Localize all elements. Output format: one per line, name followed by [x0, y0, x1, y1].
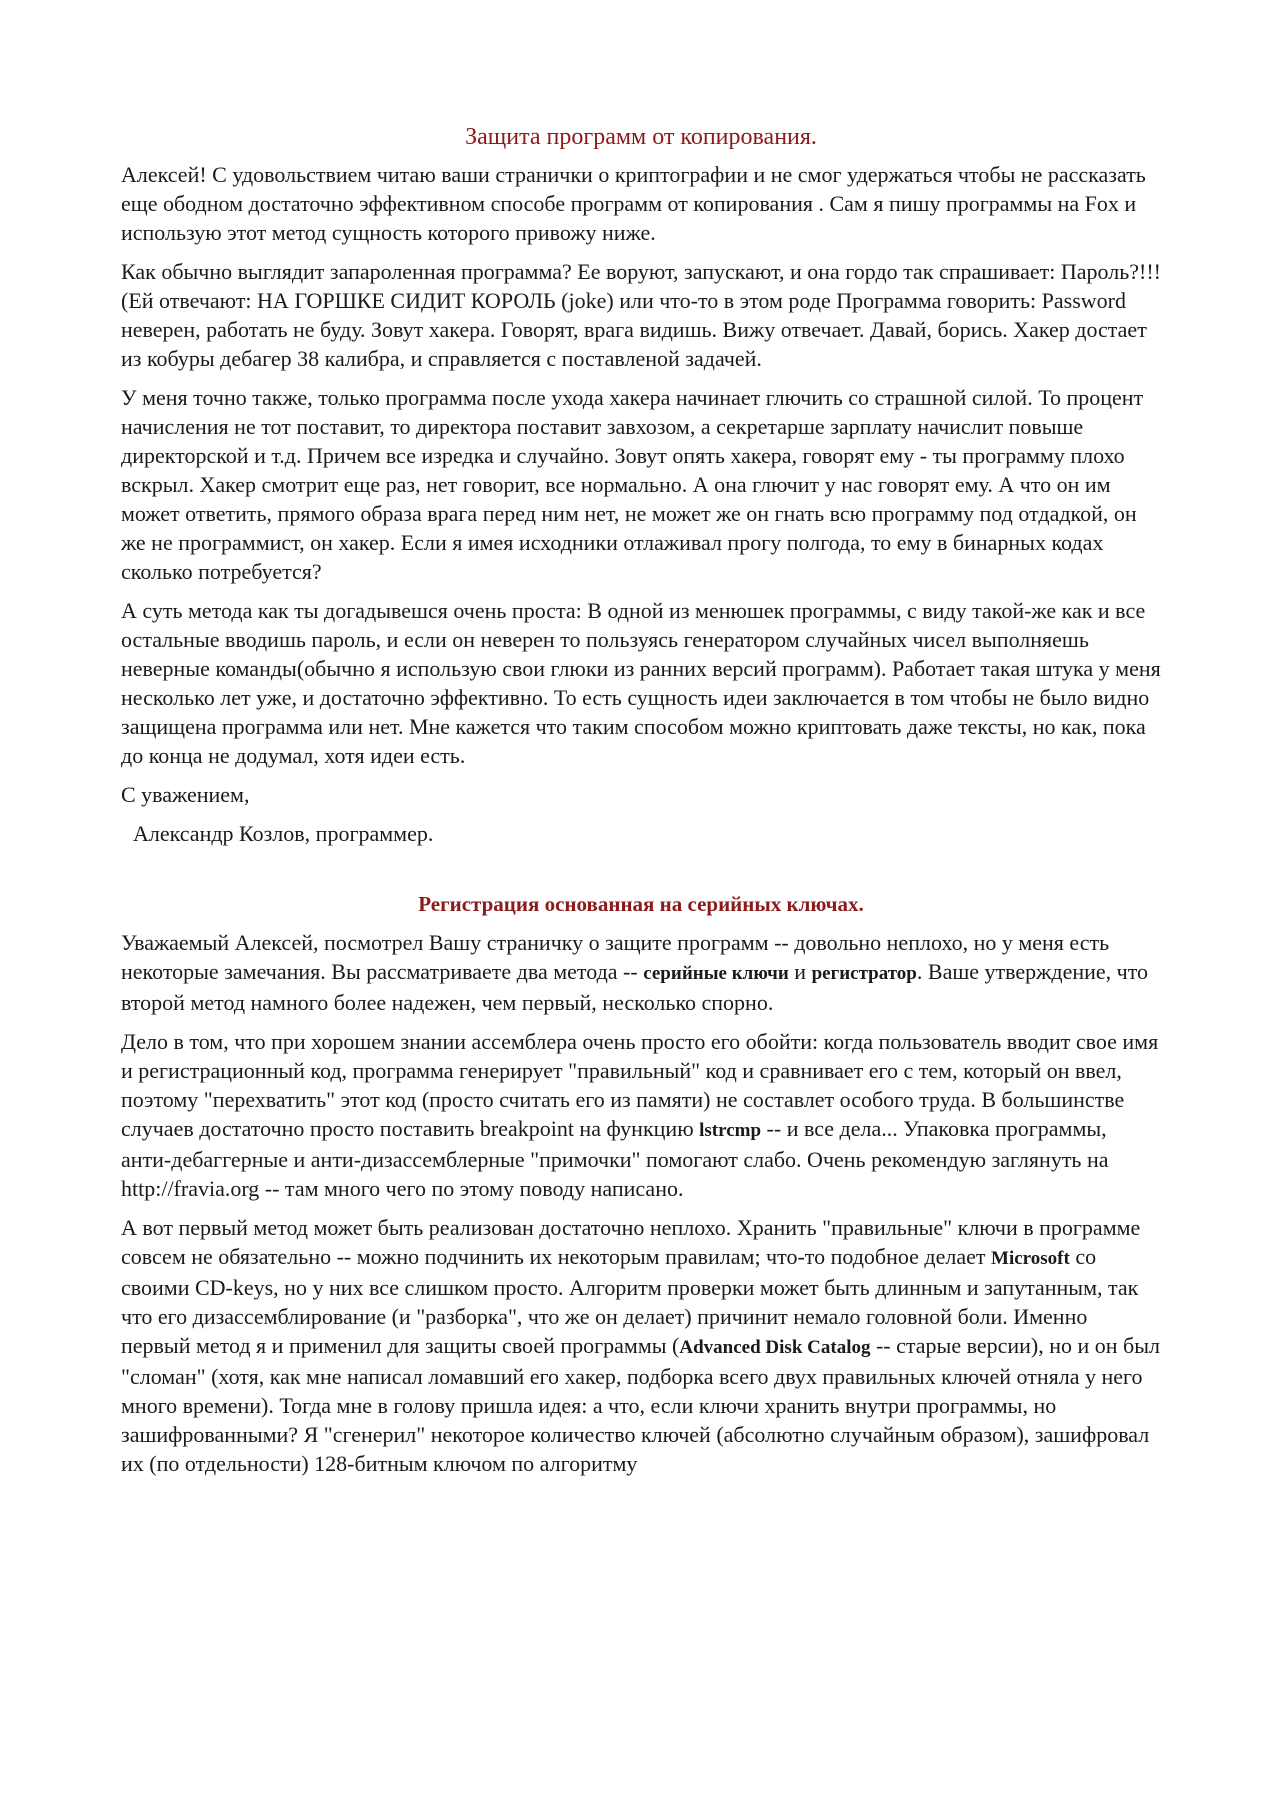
- text-span: А вот первый метод может быть реализован достаточно неплохо. Хранить "правильные" ключи в программе совсем не обязательно -- можно подчинить их некоторым правилам; что-то подобное делает: [121, 1215, 1141, 1269]
- section1-paragraph: Как обычно выглядит запароленная программа? Ее воруют, запускают, и она гордо так спрашивает: Пароль?!!! (Ей отвечают: НА ГОРШКЕ СИДИТ КОРОЛЬ (joke) или что-то в этом роде Программа говорить: Password неверен, работать не буду. Зовут хакера. Говорят, врага видишь. Вижу отвечает. Давай, борись. Хакер достает из кобуры дебагер 38 калибра, и справляется с поставленой задачей.: [121, 259, 1161, 371]
- text-span: Дело в том, что при хорошем знании ассемблера очень просто его обойти: когда пользователь вводит свое имя и регистрационный код, программа генерирует "правильный" код и сравнивает его с тем, который он ввел, поэтому "перехватить" этот код (просто считать его из памяти) не составлет особого труда. В большинстве случаев достаточно просто поставить breakpoint на функцию: [121, 1029, 1159, 1141]
- bold-term: Advanced Disk Catalog: [679, 1337, 871, 1358]
- text-span: -- старые версии), но и он был "сломан" (хотя, как мне написал ломавший его хакер, подборка всего двух правильных ключей отняла у него много времени). Тогда мне в голову пришла идея: а что, если ключи хранить внутри программы, но зашифрованными? Я "сгенерил" некоторое количество ключей (абсолютно случайным образом), зашифровал их (по отдельности) 128-битным ключом по алгоритму: [121, 1333, 1161, 1476]
- section1-title: Защита программ от копирования.: [465, 124, 817, 150]
- section1-paragraph: А суть метода как ты догадывешся очень проста: В одной из менюшек программы, с виду такой-же как и все остальные вводишь пароль, и если он неверен то пользуясь генератором случайных чисел выполняешь неверные команды(обычно я использую свои глюки из ранних версий программ). Работает такая штука у меня несколько лет уже, и достаточно эффективно. То есть сущность идеи заключается в том чтобы не было видно защищена программа или нет. Мне кажется что таким способом можно криптовать даже тексты, но как, пока до конца не додумал, хотя идеи есть.: [121, 598, 1161, 768]
- section1-paragraph: У меня точно также, только программа после ухода хакера начинает глючить со страшной силой. То процент начисления не тот поставит, то директора поставит завхозом, а секретарше зарплату начислит повыше директорской и т.д. Причем все изредка и случайно. Зовут опять хакера, говорят ему - ты программу плохо вскрыл. Хакер смотрит еще раз, нет говорит, все нормально. А она глючит у нас говорят ему. А что он им может ответить, прямого образа врага перед ним нет, не может же он гнать всю программу под отдадкой, он же не программист, он хакер. Если я имея исходники отлаживал прогу полгода, то ему в бинарных кодах сколько потребуется?: [121, 385, 1144, 584]
- signature-line: Александр Козлов, программер.: [133, 821, 434, 846]
- bold-term: Microsoft: [991, 1248, 1070, 1269]
- section2-paragraph-3: [121, 1213, 1161, 1478]
- document-page: [121, 122, 1161, 1488]
- text-span: Уважаемый Алексей, посмотрел Вашу страничку о защите программ -- довольно неплохо, но у меня есть некоторые замечания. Вы рассматриваете два метода --: [121, 930, 1110, 984]
- section-gap: [121, 848, 1161, 890]
- section2-title: Регистрация основанная на серийных ключах.: [418, 892, 864, 916]
- bold-term: lstrcmp: [699, 1120, 762, 1141]
- closing-line: С уважением,: [121, 782, 250, 807]
- section2-paragraph-2: [121, 1027, 1161, 1203]
- section2-paragraph-1: [121, 928, 1161, 1017]
- bold-term: серийные ключи: [643, 963, 789, 984]
- text-span: со своими CD-keys, но у них все слишком просто. Алгоритм проверки может быть длинным и запутанным, так что его дизассемблирование (и "разборка", что же он делает) причинит немало головной боли. Именно первый метод я и применил для защиты своей программы (: [121, 1244, 1139, 1358]
- text-span: . Ваше утверждение, что второй метод намного более надежен, чем первый, несколько спорно.: [121, 959, 1149, 1015]
- text-span: и: [788, 959, 812, 984]
- bold-term: регистратор: [811, 963, 917, 984]
- text-span: -- и все дела... Упаковка программы, анти-дебаггерные и анти-дизассемблерные "примочки" помогают слабо. Очень рекомендую заглянуть на http://fravia.org -- там много чего по этому поводу написано.: [121, 1116, 1109, 1201]
- section1-paragraph: Алексей! С удовольствием читаю ваши странички о криптографии и не смог удержаться чтобы не рассказать еще ободном достаточно эффективном способе программ от копирования . Сам я пишу программы на Fox и использую этот метод сущность которого привожу ниже.: [121, 162, 1146, 245]
